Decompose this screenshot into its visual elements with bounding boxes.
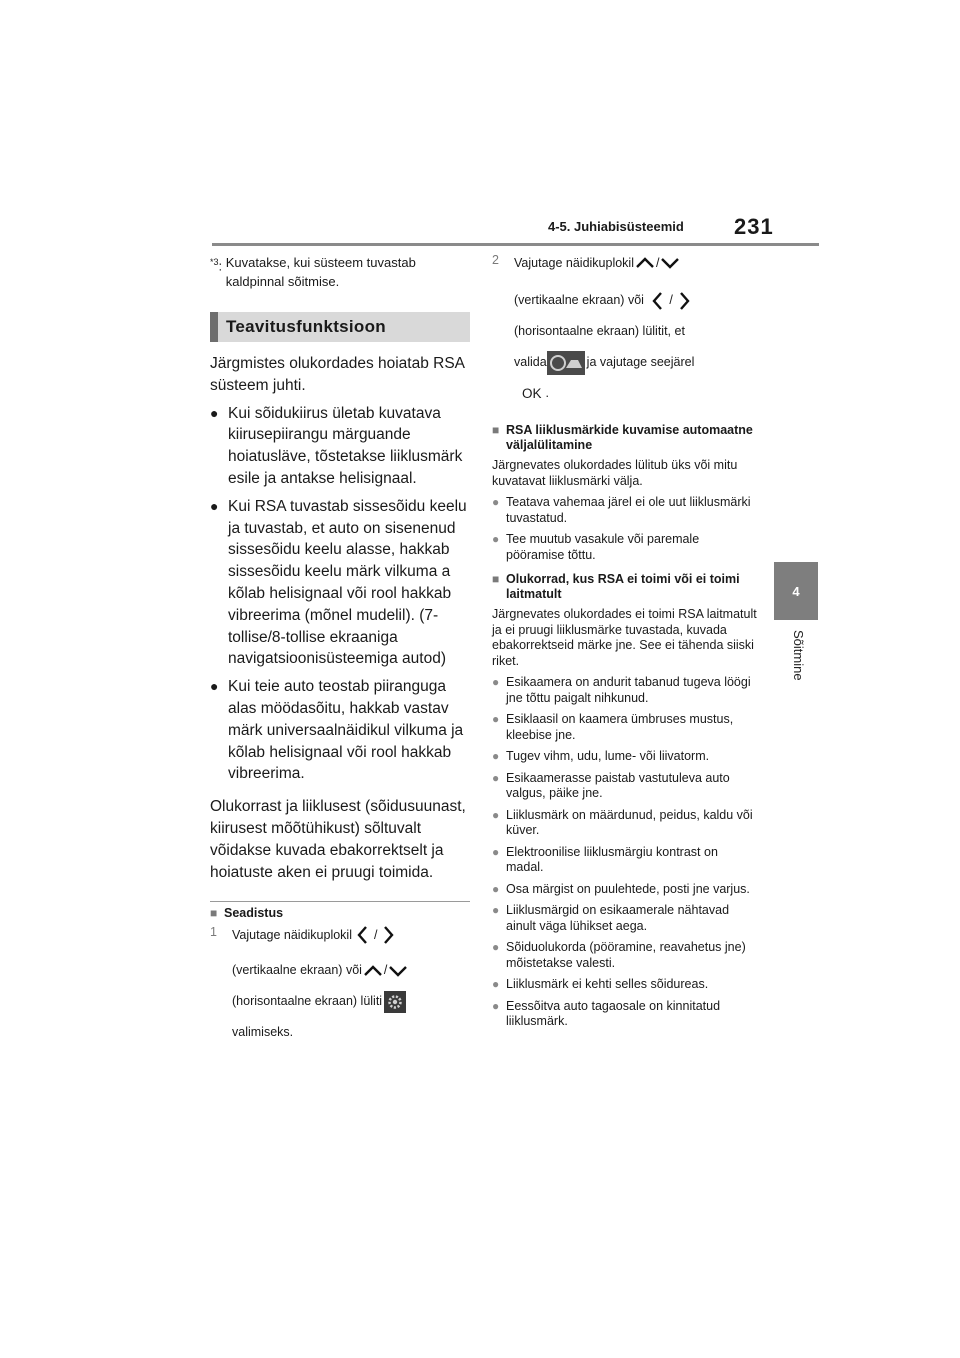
chevron-left-icon <box>647 290 669 312</box>
section-title-header: 4-5. Juhiabisüsteemid <box>548 219 684 234</box>
bullet-icon: ● <box>492 532 500 546</box>
section-divider <box>210 901 470 902</box>
list-item: ● Liiklusmärk ei kehti selles sõidureas. <box>492 977 709 991</box>
chevron-down-icon <box>387 962 409 980</box>
footnote-text: Kuvatakse, kui süsteem tuvastab kaldpinnal sõitmise. <box>225 255 416 289</box>
ok-button-label: OK <box>522 386 542 401</box>
chapter-tab <box>774 562 818 620</box>
list-item: ● Esikaamera on andurit tabanud tugeva löögi jne tõttu paigalt nihkunud. <box>492 675 751 705</box>
bullet-icon: ● <box>492 749 500 763</box>
step-number: 1 <box>210 925 217 940</box>
bullet-icon: ● <box>210 404 219 421</box>
section-heading: Teavitusfunktsioon <box>210 312 470 342</box>
left-column <box>210 253 470 1048</box>
closing-paragraph: Olukorrast ja liiklusest (sõidusuunast, kiirusest mõõtühikust) sõltuvalt võidakse kuvada ebakorrektselt ja hoiatuste aken ei pruugi toimida. <box>210 798 466 881</box>
list-item: ● Kui teie auto teostab piiranguga alas möödasõitu, hakkab vastav märk universaalnäidikul vilkuma ja kõlab helisignaal või rool hakkab vibreerima. <box>210 676 470 785</box>
chevron-right-icon <box>377 924 399 946</box>
chapter-number: 4 <box>792 583 800 599</box>
settings-heading: ■ Seadistus <box>210 906 284 921</box>
traffic-sign-icon <box>547 351 585 375</box>
chapter-label: Sõitmine <box>791 630 806 681</box>
chevron-right-icon <box>673 290 695 312</box>
bullet-icon: ● <box>492 903 500 917</box>
square-bullet-icon: ■ <box>210 906 218 921</box>
chevron-up-icon <box>634 254 656 272</box>
step-2: 2 Vajutage näidikuplokil / (vertikaalne ekraan) või / (horisontaalne ekraan) lülitit, et valida ja vajutage seejärel OK . <box>492 253 757 409</box>
bullet-icon: ● <box>492 977 500 991</box>
settings-gear-icon <box>384 991 406 1013</box>
subsection-heading: ■ Olukorrad, kus RSA ei toimi või ei toimi laitmatult <box>492 572 740 601</box>
bullet-icon: ● <box>492 675 500 689</box>
list-item: ● Liiklusmärgid on esikaamerale nähtavad ainult väga lühikset aega. <box>492 903 730 933</box>
subsection-heading: ■ RSA liiklusmärkide kuvamise automaatne väljalülitamine <box>492 423 753 452</box>
footnote <box>210 253 470 291</box>
page-number: 231 <box>734 214 774 239</box>
bullet-icon: ● <box>492 940 500 954</box>
chevron-up-icon <box>362 962 384 980</box>
subsection-intro: Järgnevates olukordades ei toimi RSA laitmatult ja ei pruugi liiklusmärke tuvastada, kuvada ebakorrektseid märke jne. See ei tähenda siiski riket. <box>492 607 757 668</box>
step-1: 1 Vajutage näidikuplokil / (vertikaalne ekraan) või / (horisontaalne ekraan) lüliti valimiseks. <box>210 925 470 1048</box>
footnote-mark: $^{*3}$: <box>210 257 226 274</box>
header-divider <box>212 243 819 246</box>
step-number: 2 <box>492 253 499 267</box>
list-item: ● Elektroonilise liiklusmärgiu kontrast on madal. <box>492 844 718 874</box>
square-bullet-icon: ■ <box>492 423 500 437</box>
square-bullet-icon: ■ <box>492 572 500 586</box>
bullet-icon: ● <box>492 881 500 896</box>
bullet-icon: ● <box>492 712 500 726</box>
list-item: ● Esikaamerasse paistab vastutuleva auto valgus, päike jne. <box>492 770 730 800</box>
bullet-icon: ● <box>492 495 500 509</box>
bullet-icon: ● <box>492 998 500 1013</box>
list-item: ● Sõiduolukorda (pööramine, reavahetus jne) mõistetakse valesti. <box>492 940 746 970</box>
subsection-intro: Järgnevates olukordades lülitub üks või mitu kuvatavat liiklusmärki välja. <box>492 458 738 488</box>
bullet-icon: ● <box>210 497 219 514</box>
chevron-left-icon <box>352 924 374 946</box>
bullet-icon: ● <box>492 770 500 785</box>
list-item: ● Kui RSA tuvastab sissesõidu keelu ja tuvastab, et auto on sisenenud sissesõidu keelu alasse, hakkab sissesõidu keelu märk vilkuma a kõlab helisignaal või rool hakkab vibreerima (mõnel mudelil). (7-tollise/8-tollise ekraaniga navigatsioonisüsteemiga autod) <box>210 496 470 670</box>
list-item: ● Tugev vihm, udu, lume- või liivatorm. <box>492 749 710 763</box>
list-item: ● Esiklaasil on kaamera ümbruses mustus, kleebise jne. <box>492 712 734 742</box>
bullet-icon: ● <box>210 678 219 695</box>
list-item: ● Liiklusmärk on määrdunud, peidus, kaldu või küver. <box>492 807 753 837</box>
list-item: ● Osa märgist on puulehtede, posti jne varjus. <box>492 881 750 896</box>
list-item: ● Eessõitva auto tagaosale on kinnitatud liiklusmärk. <box>492 998 721 1028</box>
chevron-down-icon <box>659 254 681 272</box>
bullet-icon: ● <box>492 807 500 822</box>
list-item: ● Teatava vahemaa järel ei ole uut liiklusmärki tuvastatud. <box>492 495 751 525</box>
right-column <box>492 253 757 1030</box>
list-item: ● Kui sõidukiirus ületab kuvatava kiirusepiirangu märguande hoiatusläve, tõstetakse liiklusmärk esile ja antakse helisignaal. <box>210 403 470 490</box>
bullet-icon: ● <box>492 844 500 859</box>
intro-paragraph: Järgmistes olukordades hoiatab RSA süsteem juhti. <box>210 355 465 394</box>
list-item: ● Tee muutub vasakule või paremale pööramise tõttu. <box>492 532 700 562</box>
